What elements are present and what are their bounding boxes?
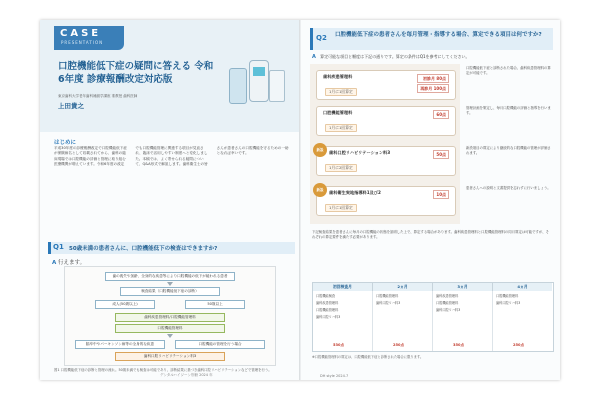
schedule-entry: 口腔機能検査 xyxy=(316,294,336,298)
answer-text: 算定可能な項目と顆度は下記の通りです。算定の条件はQ1を参考にしてください。 xyxy=(320,54,470,59)
page-footer: DH style 2024.7 xyxy=(320,374,349,378)
explanation-text: 口腔機能低下症と診断された場合、歯科疾患管理料の算定が可能です。 xyxy=(466,66,551,75)
billing-item xyxy=(316,106,456,136)
case-brand xyxy=(54,26,124,50)
answer-line xyxy=(312,54,552,60)
flow-box: 50歳以上 xyxy=(185,300,245,309)
answer-badge: A xyxy=(52,260,57,266)
schedule-total: 350点 xyxy=(453,343,465,347)
flow-box: 歯科口腔リハビリテーション料3 xyxy=(115,352,225,361)
flow-box: 口腔機能の管理を行う場合 xyxy=(175,340,265,349)
billing-item xyxy=(316,186,456,216)
billing-item xyxy=(316,70,456,100)
article-header xyxy=(40,20,300,132)
points-value: 初診月 80点 xyxy=(417,74,449,83)
schedule-column xyxy=(493,291,552,351)
brand-subtitle: PRESENTATION xyxy=(61,40,104,45)
schedule-header: 2ヵ月 xyxy=(373,283,433,291)
item-frequency: 1月に1回算定 xyxy=(325,204,357,212)
schedule-entry: 口腔機能管理料 xyxy=(496,294,519,298)
item-title: 口腔機能管理料 xyxy=(323,110,353,115)
schedule-note: 下記検査結果を患者さんに毎月の口腔機能の状態を説明した上で、算定する場合があります。歯科疾患管理料と口腔機能管理料の同月算定は可能ですが、それぞれの算定要件を満たす必要があります。 xyxy=(312,230,549,239)
flow-arrow xyxy=(167,282,173,286)
flow-box: 口腔機能管理料 xyxy=(115,324,225,333)
flow-box: 成人(50歳以上) xyxy=(95,300,155,309)
points-value: 60点 xyxy=(433,110,449,119)
schedule-column xyxy=(373,291,433,351)
schedule-total: 250点 xyxy=(393,343,405,347)
new-badge: 新設 xyxy=(313,143,327,157)
schedule-entry: 歯科口腔リハ料3 xyxy=(316,315,341,319)
author-block xyxy=(58,94,178,110)
flow-diagram xyxy=(64,266,276,366)
item-points xyxy=(433,110,449,120)
flow-box: 歯科疾患管理料/口腔機能管理料 xyxy=(115,313,225,322)
explanation-text: 患者さんへの説明と文書提供を忘れずに行いましょう。 xyxy=(466,186,551,190)
item-title: 歯科口腔リハビリテーション料3 xyxy=(329,150,391,155)
explanation-text: 管理計画を策定し、毎月口腔機能の評価と指導を行います。 xyxy=(466,106,551,115)
schedule-header: 4ヵ月 xyxy=(493,283,552,291)
item-title: 歯科衛生実地指導料1及び2 xyxy=(329,190,381,195)
left-page xyxy=(40,20,300,380)
answer-text: 行えます。 xyxy=(58,260,86,266)
device-photo xyxy=(225,54,287,114)
schedule-header: 初回検査月 xyxy=(313,283,373,291)
page-footer: デンタルハイジーン別冊 2024 年 xyxy=(160,373,213,377)
right-page xyxy=(300,20,560,380)
schedule-total: 530点 xyxy=(333,343,345,347)
schedule-entry: 歯科口腔リハ料3 xyxy=(436,308,461,312)
figure-caption: 図1 口腔機能低下症の診断と管理の流れ。50歳未満でも検査は可能であり、診断結果に基づき歯科口腔リハビリテーションなどで管理を行う。 xyxy=(54,368,272,372)
flow-arrow xyxy=(167,334,173,338)
schedule-column xyxy=(313,291,373,351)
schedule-entry: 歯科疾患管理料 xyxy=(436,294,459,298)
points-value: 10点 xyxy=(433,190,449,199)
schedule-entry: 歯科疾患管理料 xyxy=(316,301,339,305)
flow-box: 脳卒中やパーキンソン病等の全身的な疾患 xyxy=(75,340,165,349)
billing-items-panel xyxy=(310,64,460,224)
item-title: 歯科疾患管理料 xyxy=(323,74,353,79)
question-text: 口腔機能低下症の患者さんを毎月管理・指導する場合、算定できる項目は何ですか? xyxy=(335,32,542,38)
device-illustration xyxy=(229,68,247,104)
question-text: 50歳未満の患者さんに、口腔機能低下の検査はできますか? xyxy=(69,246,218,252)
item-frequency: 1月に1回算定 xyxy=(325,88,357,96)
flow-box: 検査結果（口腔機能低下症の診断） xyxy=(120,287,220,296)
item-points xyxy=(433,190,449,200)
answer-badge: A xyxy=(312,54,316,60)
intro-text: 平成30年度の診療報酬改定で口腔機能低下症が保険病名として収載されてから、歯科の臨床現場では口腔機能の評価と管理に取り組む医療機関が増えています。令和6年度の改定でも口腔機能管理に関連する項目が見直され、臨床で活用しやすい制度へと変化しました。本稿では、よく寄せられる疑問について、Q&A形式で解説します。歯科衛生士の皆さんが患者さんの口腔機能を守るための一助となれば幸いです。 xyxy=(54,146,289,167)
item-points xyxy=(433,150,449,160)
magazine-spread xyxy=(40,20,560,380)
schedule-entry: 口腔機能管理料 xyxy=(316,308,339,312)
answer-line xyxy=(52,258,85,266)
schedule-entry: 口腔機能管理料 xyxy=(376,294,399,298)
question-badge: Q1 xyxy=(53,243,64,251)
schedule-column xyxy=(433,291,493,351)
device-illustration xyxy=(269,70,285,102)
device-illustration xyxy=(249,60,269,102)
schedule-total: 250点 xyxy=(513,343,525,347)
item-frequency: 1月に1回算定 xyxy=(325,124,357,132)
question-bar xyxy=(310,28,553,50)
points-value: 再診月 100点 xyxy=(417,84,449,93)
explanation-text: 新設項目の算定により継続的な口腔機能の管理が評価されます。 xyxy=(466,146,551,155)
article-title: 口腔機能低下症の疑問に答える 令和6年度 診療報酬改定対応版 xyxy=(58,61,214,85)
schedule-entry: 口腔機能管理料 xyxy=(436,301,459,305)
new-badge: 新設 xyxy=(313,183,327,197)
schedule-entry: 歯科口腔リハ料3 xyxy=(376,301,401,305)
points-value: 50点 xyxy=(433,150,449,159)
schedule-header: 3ヵ月 xyxy=(433,283,493,291)
device-screen xyxy=(253,67,265,76)
table-caption: ※口腔機能管理料の算定は、口腔機能低下症と診断された場合に限ります。 xyxy=(312,355,424,359)
question-bar xyxy=(48,242,295,254)
flow-box: 歯の喪失や加齢、全身的な疾患等により口腔機能の低下が疑われる患者 xyxy=(105,272,235,281)
author-affiliation: 東京歯科大学老年歯科補綴学講座 准教授 歯科医師 xyxy=(58,94,138,98)
author-name: 上田貴之 xyxy=(58,102,84,110)
schedule-entry: 歯科口腔リハ料3 xyxy=(496,301,521,305)
intro-heading: はじめに xyxy=(54,140,77,146)
question-badge: Q2 xyxy=(316,34,327,42)
billing-item xyxy=(316,146,456,176)
brand-title: CASE xyxy=(60,28,102,39)
item-frequency: 1月に2回算定 xyxy=(325,164,357,172)
item-points xyxy=(417,74,449,94)
schedule-table xyxy=(312,282,554,352)
